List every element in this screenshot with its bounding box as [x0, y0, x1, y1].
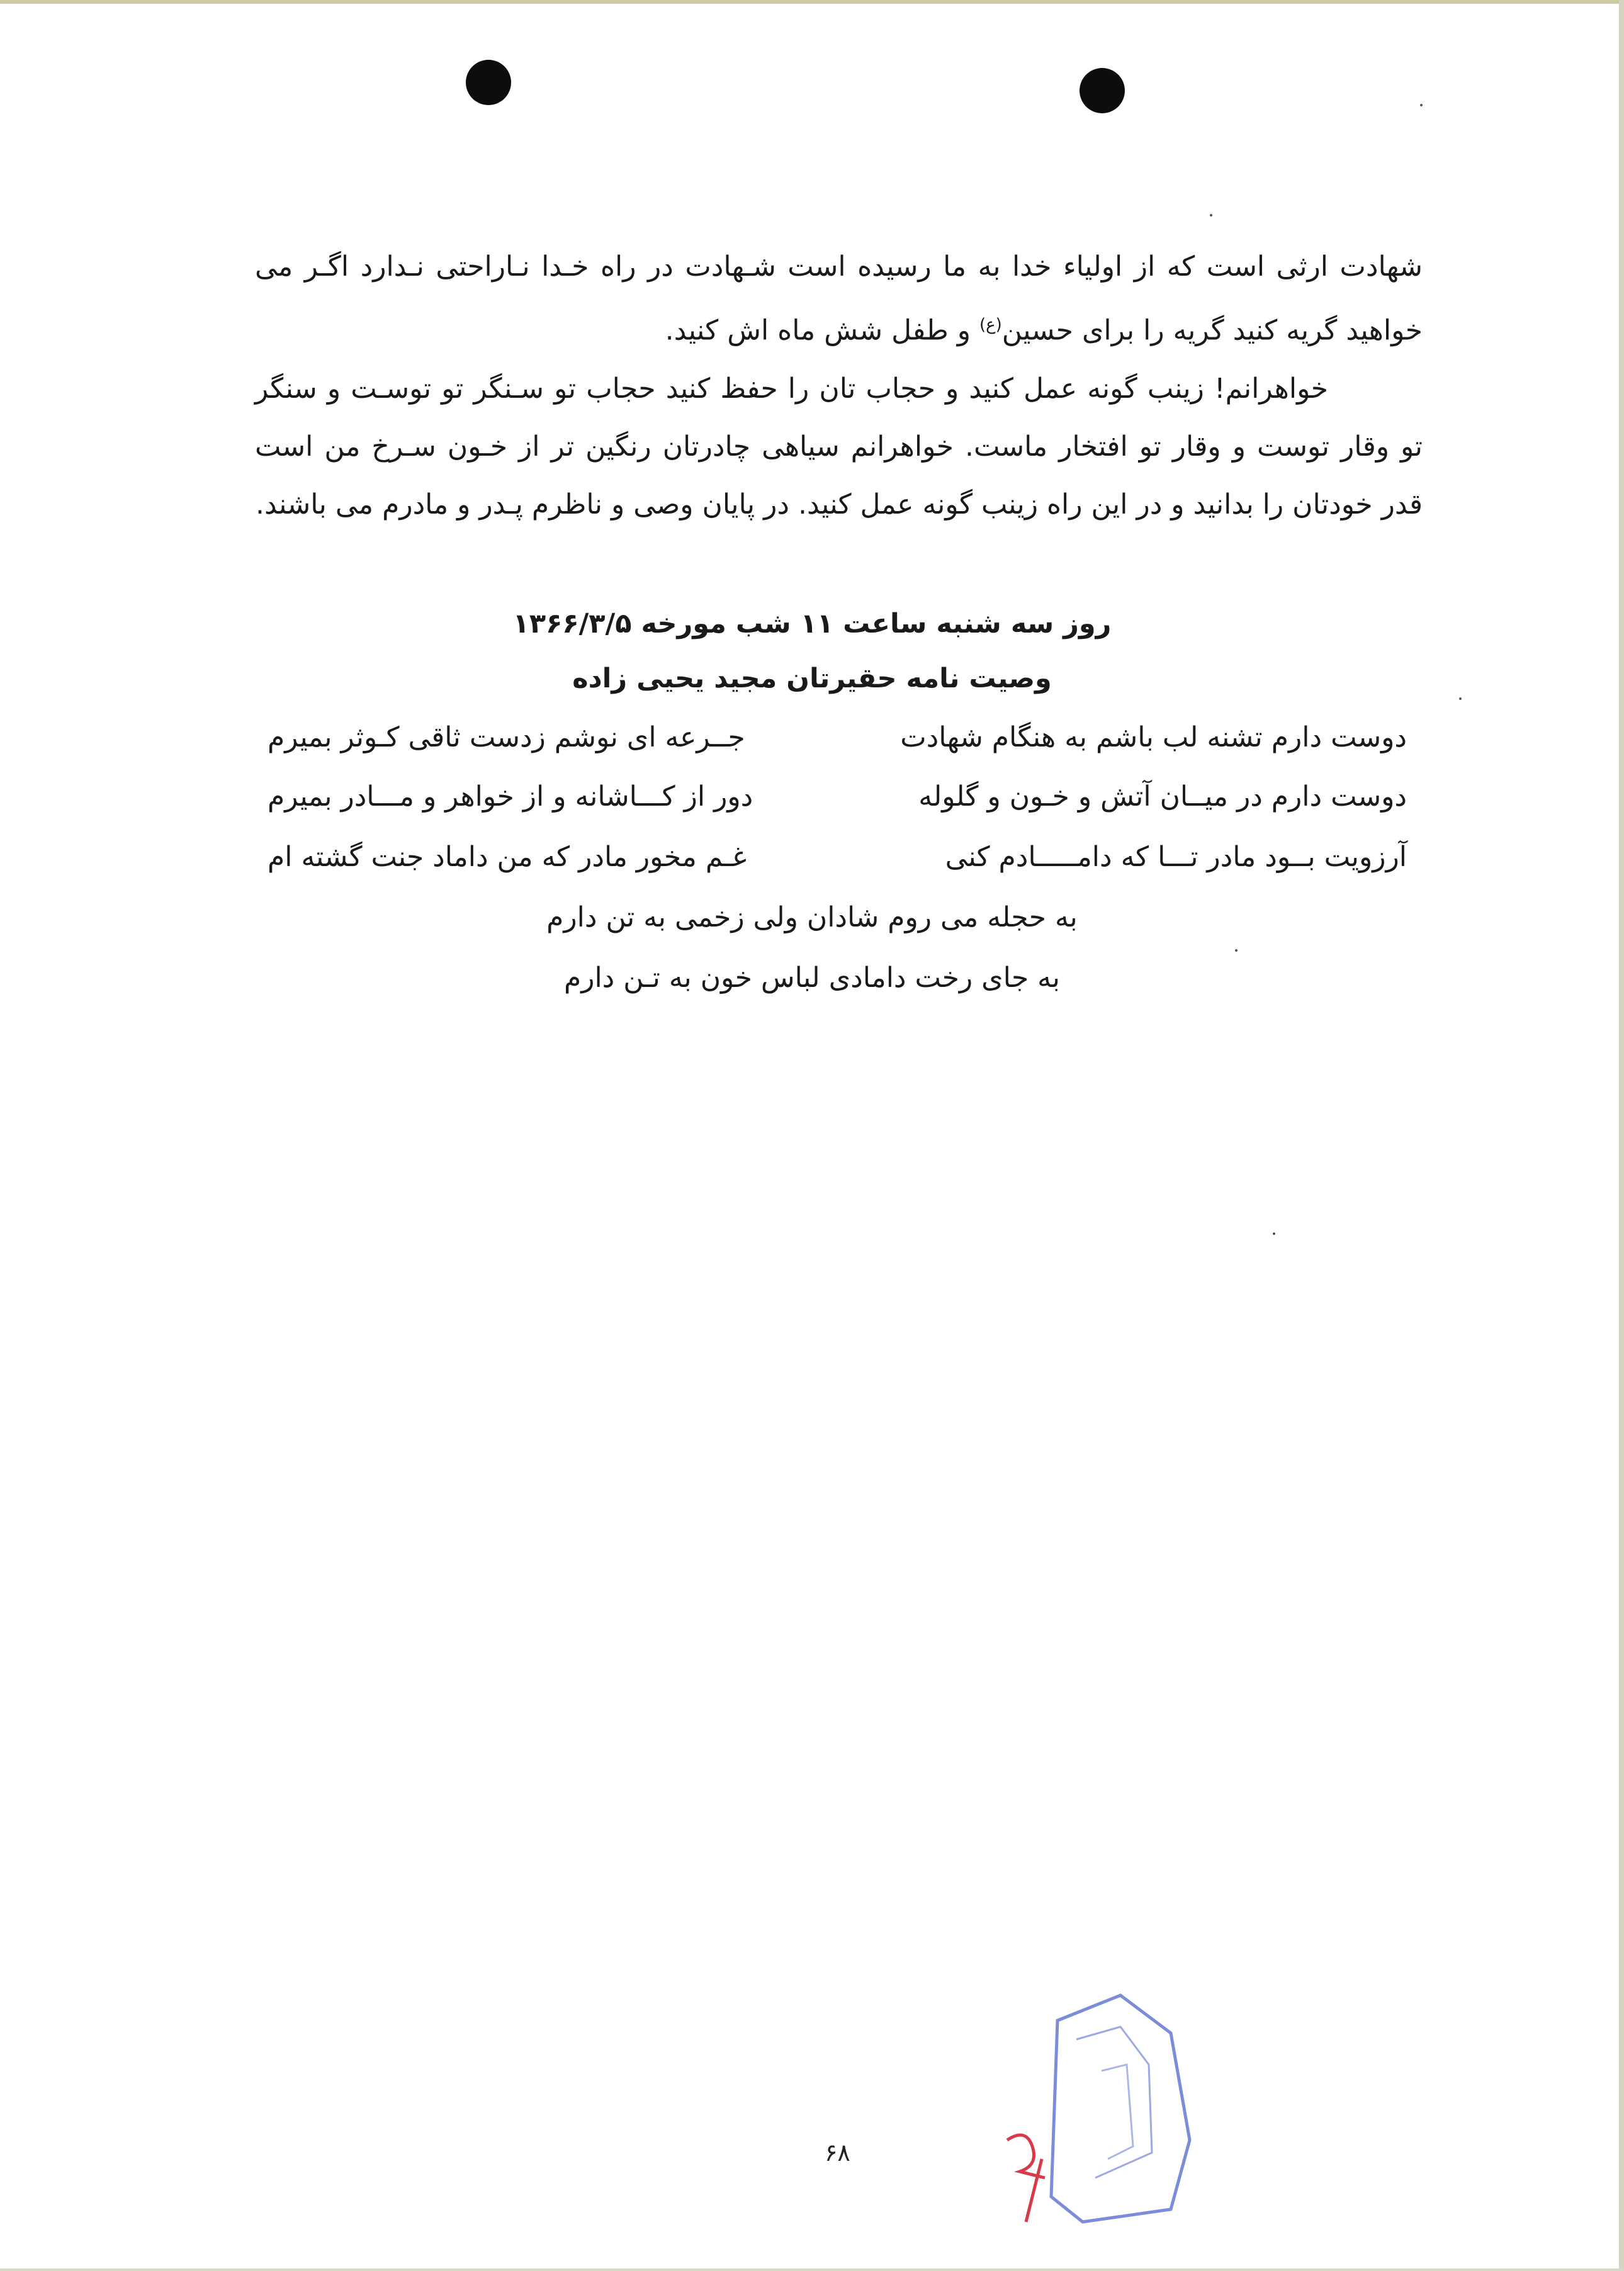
- poem-couplet-2-second: دور از کـــاشانه و از خواهر و مـــادر بمیرم: [268, 780, 753, 813]
- archive-stamp: [982, 1970, 1221, 2237]
- scan-border-right: [1619, 0, 1624, 2271]
- paragraph-1-line-1: شهادت ارثی است که از اولیاء خدا به ما رسیده است شـهادت در راه خـدا نـاراحتی نـدارد اگـر: [304, 251, 1423, 283]
- poem-closing-line-2: به جای رخت دامادی لباس خون به تـن دارم: [563, 962, 1061, 994]
- honorific-superscript: (ع): [979, 315, 1002, 334]
- stamp-graphic: [982, 1970, 1221, 2234]
- poem-couplet-3-first: آرزویت بــود مادر تـــا که دامـــــادم کنی: [945, 841, 1407, 873]
- scan-speck: [1459, 697, 1462, 700]
- poem-couplet-3-second: غـم مخور مادر که من داماد جنت گشته ام: [268, 841, 747, 873]
- paragraph-1: [255, 238, 1423, 360]
- poem-couplet-1-first: دوست دارم تشنه لب باشم به هنگام شهادت: [900, 721, 1407, 753]
- punch-hole-right: [1080, 68, 1125, 113]
- scan-speck: [1210, 214, 1212, 217]
- scan-border-bottom: [0, 2268, 1624, 2271]
- poem-closing-line-1: به حجله می روم شادان ولی زخمی به تن دارم: [546, 901, 1078, 933]
- scan-speck: [1235, 949, 1238, 952]
- punch-hole-left: [466, 60, 511, 105]
- scan-speck: [1273, 1232, 1275, 1235]
- poem-couplet-2-first: دوست دارم در میــان آتش و خـون و گلوله: [918, 780, 1407, 813]
- paragraph-1-line-2: می خواهید گریه کنید گریه را برای حسین: [255, 251, 1423, 347]
- poem-couplet-1-second: جــرعه ای نوشم زدست ثاقی کـوثر بمیرم: [268, 721, 745, 753]
- paragraph-2: خواهرانم! زینب گونه عمل کنید و حجاب تان را حفظ کنید حجاب تو سـنگر تو توسـت و سنگر تو وقار توست و وقار تو افتخار ماست. خواهرانم سیاهی چادرتان رنگین تر از خـون سـرخ من است قدر خودتان را بدانید و در این راه زینب گونه عمل کنید. در پایان وصی و ناظرم پـدر و مادرم می باشند.: [255, 372, 1423, 521]
- scan-speck: [1420, 104, 1423, 106]
- scan-border-top: [0, 0, 1624, 4]
- page-number: ۶۸: [825, 2139, 850, 2167]
- letter-body: [255, 238, 1423, 534]
- paragraph-1-line-2-end: و طفل شش ماه اش کنید.: [665, 314, 979, 347]
- date-line: روز سه شنبه ساعت ۱۱ شب مورخه ۱۳۶۶/۳/۵: [512, 608, 1112, 640]
- will-title: وصیت نامه حقیرتان مجید یحیی زاده: [572, 663, 1052, 694]
